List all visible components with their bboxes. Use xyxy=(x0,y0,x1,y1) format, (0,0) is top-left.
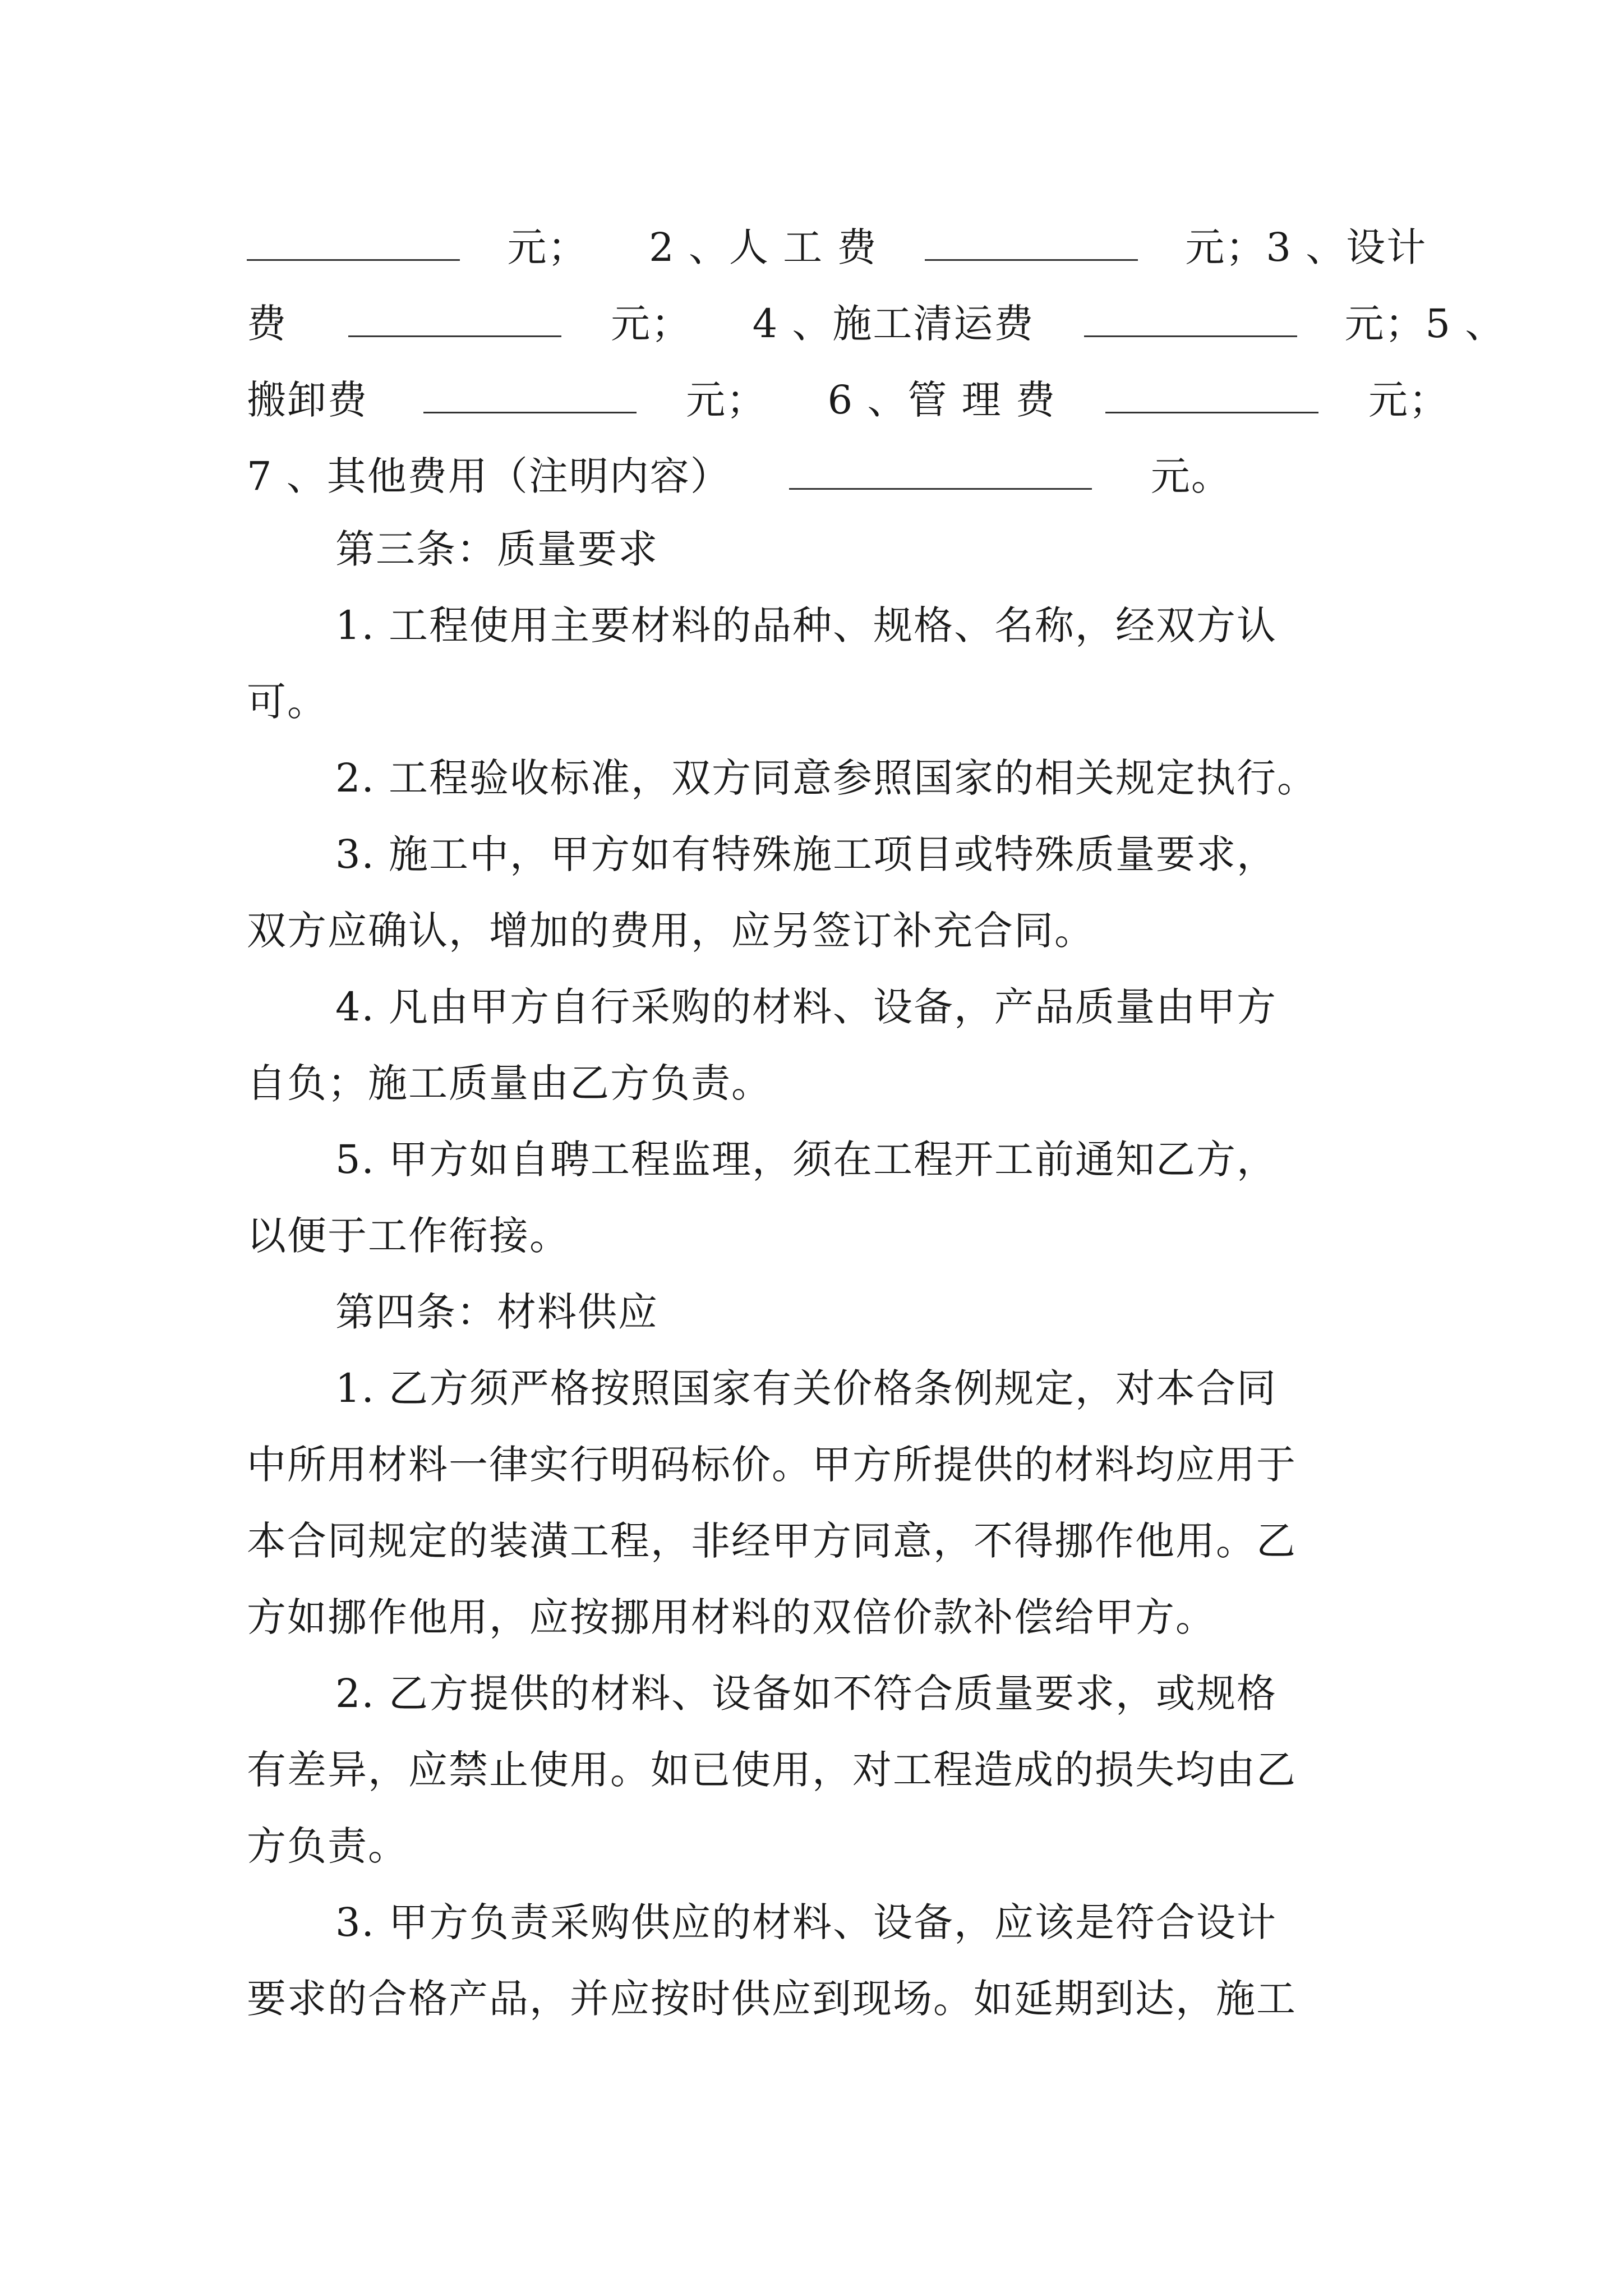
article-3-line: 以便于工作衔接。 xyxy=(247,1213,570,1259)
article-4-line: 2. 乙方提供的材料、设备如不符合质量要求，或规格 xyxy=(335,1671,1278,1717)
fee-unit-2: 元；3 、设计 xyxy=(1185,224,1427,270)
article-3-line: 1. 工程使用主要材料的品种、规格、名称，经双方认 xyxy=(335,602,1278,648)
fee-unit-5: 元； xyxy=(686,377,767,423)
article-4-line: 有差异，应禁止使用。如已使用，对工程造成的损失均由乙 xyxy=(247,1747,1297,1793)
article-4-line: 方负责。 xyxy=(247,1823,408,1869)
blank-field-7[interactable] xyxy=(789,453,1092,490)
fee-unit-4: 元；5 、 xyxy=(1344,301,1506,347)
article-4-line: 要求的合格产品，并应按时供应到现场。如延期到达，施工 xyxy=(247,1976,1297,2022)
fee-line-3 xyxy=(247,377,1449,423)
article-4-heading: 第四条：材料供应 xyxy=(335,1289,658,1335)
blank-field-4[interactable] xyxy=(1084,301,1297,337)
fee-item-6: 6 、管 理 费 xyxy=(827,377,1056,423)
blank-field-1[interactable] xyxy=(247,224,460,261)
fee-item-4: 4 、施工清运费 xyxy=(752,301,1035,347)
article-3-line: 可。 xyxy=(247,679,328,725)
article-4-line: 1. 乙方须严格按照国家有关价格条例规定，对本合同 xyxy=(335,1365,1278,1411)
article-3-line: 双方应确认，增加的费用，应另签订补充合同。 xyxy=(247,908,1095,954)
article-3-line: 3. 施工中，甲方如有特殊施工项目或特殊质量要求， xyxy=(335,831,1278,877)
fee-line-4 xyxy=(247,453,1232,499)
fee-line-1 xyxy=(247,224,1427,270)
blank-field-3[interactable] xyxy=(348,301,561,337)
fee-item-7: 7 、其他费用（注明内容） xyxy=(247,453,731,499)
fee-unit-3: 元； xyxy=(611,301,692,347)
article-3-line: 4. 凡由甲方自行采购的材料、设备，产品质量由甲方 xyxy=(335,984,1278,1030)
article-4-line: 方如挪作他用，应按挪用材料的双倍价款补偿给甲方。 xyxy=(247,1594,1216,1640)
article-3-line: 5. 甲方如自聘工程监理，须在工程开工前通知乙方， xyxy=(335,1137,1278,1182)
blank-field-5[interactable] xyxy=(423,377,637,413)
fee-unit-7: 元。 xyxy=(1150,453,1232,499)
article-4-line: 本合同规定的装潢工程，非经甲方同意，不得挪作他用。乙 xyxy=(247,1518,1297,1564)
article-3-heading: 第三条：质量要求 xyxy=(335,526,658,572)
article-4-line: 中所用材料一律实行明码标价。甲方所提供的材料均应用于 xyxy=(247,1442,1297,1488)
fee-item-2: 2 、人 工 费 xyxy=(649,224,878,270)
blank-field-6[interactable] xyxy=(1105,377,1318,413)
article-3-line: 2. 工程验收标准，双方同意参照国家的相关规定执行。 xyxy=(335,755,1318,801)
fee-line-2 xyxy=(247,301,1506,347)
article-4-line: 3. 甲方负责采购供应的材料、设备，应该是符合设计 xyxy=(335,1899,1278,1945)
fee-unit-1: 元； xyxy=(507,224,588,270)
fee-item-5: 搬卸费 xyxy=(247,377,368,423)
fee-unit-6: 元； xyxy=(1368,377,1449,423)
article-3-line: 自负；施工质量由乙方负责。 xyxy=(247,1060,772,1106)
fee-item-3-tail: 费 xyxy=(247,301,287,347)
blank-field-2[interactable] xyxy=(925,224,1138,261)
